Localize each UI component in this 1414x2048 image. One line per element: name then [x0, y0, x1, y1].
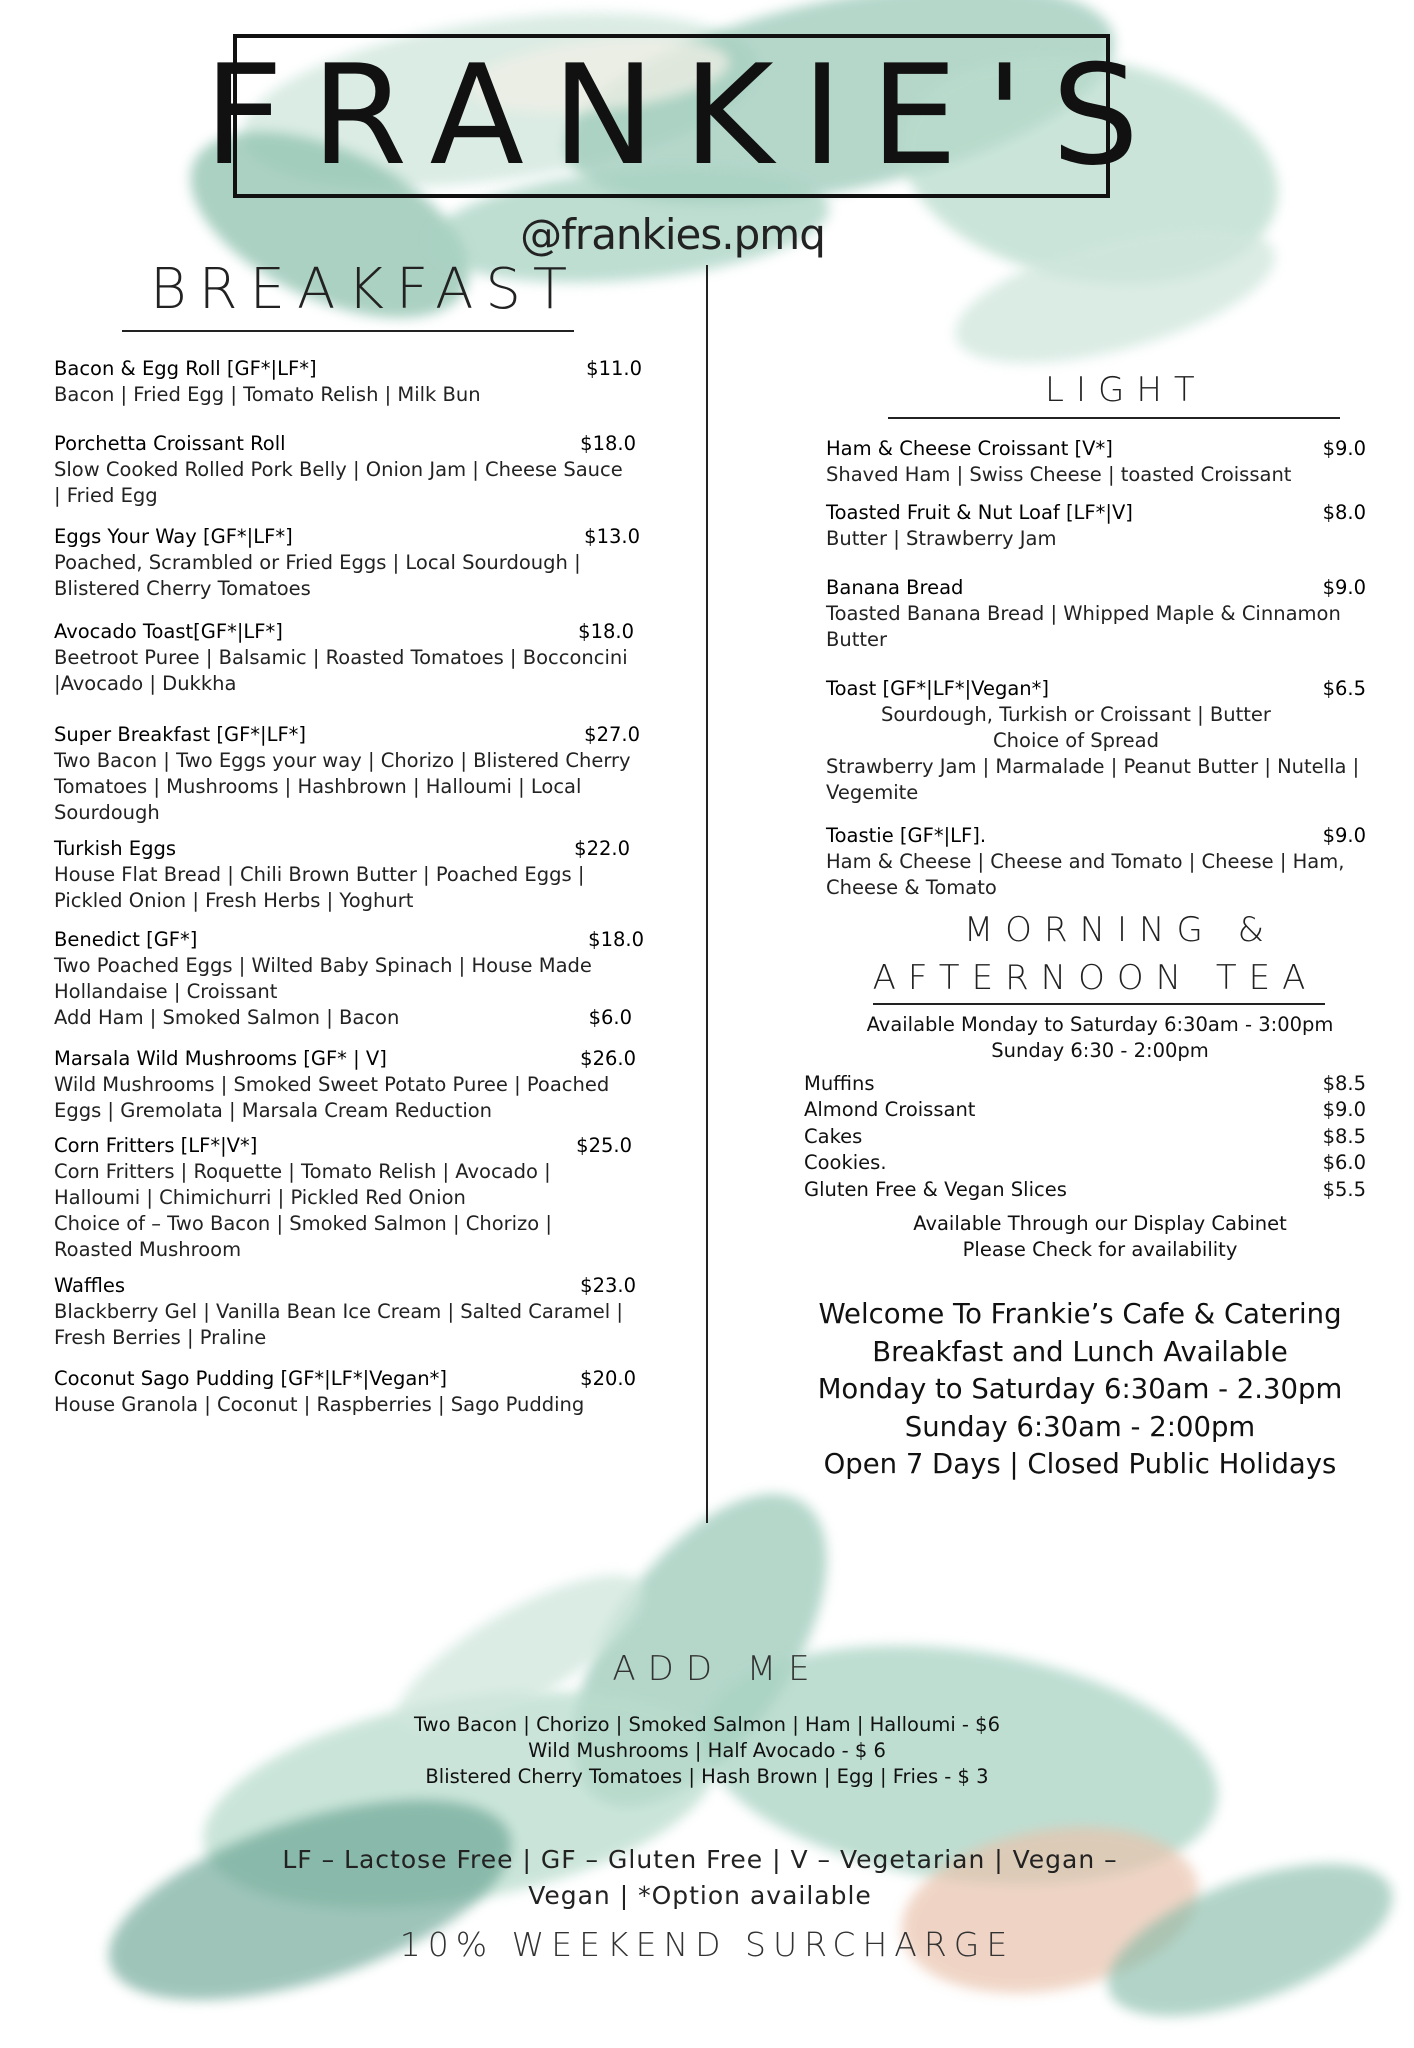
- menu-item-price: $11.0: [586, 357, 642, 380]
- menu-item-description: House Flat Bread | Chili Brown Butter | Poached Eggs |: [54, 863, 585, 886]
- menu-item: [826, 676, 1366, 806]
- tea-title-line1: MORNING &: [963, 910, 1277, 950]
- menu-item-description: Ham & Cheese | Cheese and Tomato | Cheese | Ham,: [826, 850, 1345, 873]
- tea-item-price: $5.5: [1322, 1177, 1366, 1201]
- legend-line: LF – Lactose Free | GF – Gluten Free | V – Vegetarian | Vegan –: [282, 1845, 1118, 1874]
- breakfast-rule: [122, 330, 574, 332]
- menu-item-header: [54, 1046, 644, 1072]
- menu-item-header: [826, 676, 1366, 702]
- legend-line: Vegan | *Option available: [528, 1881, 872, 1910]
- menu-item-price: $18.0: [588, 928, 644, 951]
- menu-item-description: Roasted Mushroom: [54, 1238, 242, 1261]
- menu-item-price: $20.0: [580, 1367, 636, 1390]
- addme-title: ADD ME: [612, 1649, 822, 1689]
- addme-list: [0, 1712, 1414, 1790]
- menu-item-description: Two Poached Eggs | Wilted Baby Spinach | House Made: [54, 954, 592, 977]
- menu-item-header: [54, 356, 644, 382]
- menu-item-price: $18.0: [578, 620, 634, 643]
- welcome-line: Breakfast and Lunch Available: [872, 1335, 1288, 1368]
- menu-item-description: Eggs | Gremolata | Marsala Cream Reduction: [54, 1099, 493, 1122]
- menu-item-description: Pickled Onion | Fresh Herbs | Yoghurt: [54, 889, 414, 912]
- menu-item-description: Vegemite: [826, 781, 919, 804]
- tea-item-price: $8.5: [1322, 1124, 1366, 1148]
- menu-item-price: $9.0: [1322, 576, 1366, 599]
- menu-item-price: $6.5: [1322, 677, 1366, 700]
- menu-item-header: [826, 436, 1366, 462]
- addme-line: Blistered Cherry Tomatoes | Hash Brown | Egg | Fries - $ 3: [425, 1765, 989, 1788]
- menu-item-description: Halloumi | Chimichurri | Pickled Red Onion: [54, 1186, 466, 1209]
- welcome-line: Open 7 Days | Closed Public Holidays: [823, 1448, 1337, 1480]
- light-title: LIGHT: [1045, 370, 1207, 410]
- menu-item-name: Waffles: [54, 1274, 125, 1297]
- menu-item-price: $23.0: [580, 1274, 636, 1297]
- menu-item-header: [54, 836, 644, 862]
- menu-item-description: Blackberry Gel | Vanilla Bean Ice Cream | Salted Caramel |: [54, 1300, 623, 1323]
- menu-item-price: $22.0: [574, 837, 630, 860]
- menu-item-name: Coconut Sago Pudding [GF*|LF*|Vegan*]: [54, 1367, 447, 1390]
- tea-item-price: $6.0: [1322, 1151, 1366, 1175]
- menu-item-name: Corn Fritters [LF*|V*]: [54, 1134, 258, 1157]
- menu-item-price: $27.0: [584, 723, 640, 746]
- menu-item: [54, 722, 644, 826]
- addon-name: Add Ham | Smoked Salmon | Bacon: [54, 1006, 400, 1029]
- menu-item-description: Blistered Cherry Tomatoes: [54, 577, 311, 600]
- column-divider: [706, 265, 708, 1523]
- tea-item-name: Almond Croissant: [804, 1098, 976, 1122]
- menu-item: [54, 927, 644, 1031]
- breakfast-title: BREAKFAST: [150, 257, 580, 322]
- menu-item-header: [54, 927, 644, 953]
- menu-item-header: [54, 1133, 644, 1159]
- menu-item-description: Shaved Ham | Swiss Cheese | toasted Croissant: [826, 463, 1292, 486]
- menu-item-description: Sourdough, Turkish or Croissant | Butter: [881, 703, 1271, 726]
- tea-item: [804, 1124, 1366, 1150]
- menu-item-description: Sourdough: [54, 801, 160, 824]
- tea-note: [820, 1211, 1380, 1263]
- tea-hours-line: Available Monday to Saturday 6:30am - 3:00pm: [866, 1013, 1334, 1036]
- menu-item-name: Bacon & Egg Roll [GF*|LF*]: [54, 357, 317, 380]
- tea-item: [804, 1150, 1366, 1176]
- tea-rule: [873, 1003, 1325, 1005]
- menu-item-header: [826, 500, 1366, 526]
- tea-item-price: $9.0: [1322, 1098, 1366, 1122]
- menu-item-name: Toasted Fruit & Nut Loaf [LF*|V]: [826, 501, 1133, 524]
- menu-item: [826, 823, 1366, 901]
- menu-item-price: $9.0: [1322, 437, 1366, 460]
- tea-item-name: Cakes: [804, 1124, 863, 1148]
- tea-item-name: Cookies.: [804, 1151, 887, 1175]
- menu-item-description: House Granola | Coconut | Raspberries | Sago Pudding: [54, 1393, 585, 1416]
- tea-item: [804, 1071, 1366, 1097]
- menu-item-price: $9.0: [1322, 824, 1366, 847]
- tea-item: [804, 1177, 1366, 1203]
- menu-item-name: Ham & Cheese Croissant [V*]: [826, 437, 1113, 460]
- menu-item: [54, 619, 644, 697]
- menu-item-price: $26.0: [580, 1047, 636, 1070]
- menu-item-description: Choice of – Two Bacon | Smoked Salmon | Chorizo |: [54, 1212, 552, 1235]
- menu-item-addon: [54, 1005, 644, 1031]
- menu-item-description: Butter: [826, 628, 888, 651]
- tea-hours-line: Sunday 6:30 - 2:00pm: [991, 1039, 1209, 1062]
- menu-item-description: Bacon | Fried Egg | Tomato Relish | Milk Bun: [54, 383, 481, 406]
- menu-item: [826, 575, 1366, 653]
- menu-item-description: Corn Fritters | Roquette | Tomato Relish | Avocado |: [54, 1160, 551, 1183]
- menu-item-name: Porchetta Croissant Roll: [54, 432, 286, 455]
- menu-item-header: [54, 1366, 644, 1392]
- menu-item: [54, 356, 644, 408]
- tea-item-name: Gluten Free & Vegan Slices: [804, 1177, 1067, 1201]
- menu-item-name: Avocado Toast[GF*|LF*]: [54, 620, 283, 643]
- menu-item-description: Strawberry Jam | Marmalade | Peanut Butter | Nutella |: [826, 755, 1360, 778]
- welcome-line: Sunday 6:30am - 2:00pm: [904, 1410, 1256, 1443]
- menu-item: [826, 500, 1366, 552]
- menu-item-header: [826, 575, 1366, 601]
- menu-item-price: $8.0: [1322, 501, 1366, 524]
- welcome-block: [800, 1296, 1360, 1484]
- tea-item-name: Muffins: [804, 1072, 875, 1095]
- menu-item-description: |Avocado | Dukkha: [54, 672, 237, 695]
- menu-item-description: Fresh Berries | Praline: [54, 1326, 267, 1349]
- menu-item-description: Tomatoes | Mushrooms | Hashbrown | Halloumi | Local: [54, 775, 582, 798]
- menu-item-header: [54, 1273, 644, 1299]
- menu-item-description: Cheese & Tomato: [826, 876, 997, 899]
- menu-item: [54, 524, 644, 602]
- addme-line: Wild Mushrooms | Half Avocado - $ 6: [528, 1739, 886, 1762]
- menu-item: [826, 436, 1366, 488]
- tea-item-price: $8.5: [1322, 1072, 1366, 1095]
- dietary-legend: [260, 1842, 1140, 1914]
- menu-item-name: Super Breakfast [GF*|LF*]: [54, 723, 307, 746]
- menu-item: [54, 1133, 644, 1263]
- menu-item: [54, 1046, 644, 1124]
- menu-item: [54, 431, 644, 509]
- menu-item-header: [54, 524, 644, 550]
- tea-note-line: Available Through our Display Cabinet: [913, 1212, 1287, 1235]
- welcome-line: Monday to Saturday 6:30am - 2.30pm: [817, 1373, 1343, 1405]
- addme-line: Two Bacon | Chorizo | Smoked Salmon | Ham | Halloumi - $6: [414, 1713, 1000, 1736]
- menu-item-name: Eggs Your Way [GF*|LF*]: [54, 525, 293, 548]
- menu-item-header: [54, 619, 644, 645]
- menu-item-name: Turkish Eggs: [54, 837, 176, 860]
- logo-box: [203, 34, 1168, 198]
- menu-item-name: Marsala Wild Mushrooms [GF* | V]: [54, 1047, 387, 1070]
- menu-item-description: Beetroot Puree | Balsamic | Roasted Tomatoes | Bocconcini: [54, 646, 628, 669]
- menu-item-name: Banana Bread: [826, 576, 964, 599]
- menu-item-description: Poached, Scrambled or Fried Eggs | Local Sourdough |: [54, 551, 581, 574]
- menu-item-price: $13.0: [584, 525, 640, 548]
- menu-item-description: Hollandaise | Croissant: [54, 980, 278, 1003]
- light-rule: [888, 417, 1340, 419]
- menu-item-name: Benedict [GF*]: [54, 928, 198, 951]
- tea-items: [804, 1071, 1366, 1203]
- menu-item-description: Butter | Strawberry Jam: [826, 527, 1057, 550]
- menu-item: [54, 1366, 644, 1418]
- menu-item-header: [54, 722, 644, 748]
- weekend-surcharge: 10% WEEKEND SURCHARGE: [399, 1925, 1015, 1964]
- menu-item-description: Wild Mushrooms | Smoked Sweet Potato Puree | Poached: [54, 1073, 610, 1096]
- tea-item: [804, 1097, 1366, 1123]
- logo-text: FRANKIE'S: [203, 35, 1168, 196]
- welcome-line: Welcome To Frankie’s Cafe & Catering: [818, 1298, 1342, 1330]
- menu-item-price: $18.0: [580, 432, 636, 455]
- tea-note-line: Please Check for availability: [962, 1238, 1238, 1261]
- tea-hours: [820, 1012, 1380, 1064]
- menu-item-price: $25.0: [576, 1134, 632, 1157]
- social-handle: @frankies.pmq: [520, 210, 825, 259]
- menu-item-description: Slow Cooked Rolled Pork Belly | Onion Jam | Cheese Sauce: [54, 458, 623, 481]
- menu-item-description: Choice of Spread: [993, 729, 1159, 752]
- tea-title-line2: AFTERNOON TEA: [872, 958, 1318, 998]
- addon-price: $6.0: [588, 1006, 632, 1029]
- menu-item-header: [826, 823, 1366, 849]
- menu-item-description: Toasted Banana Bread | Whipped Maple & Cinnamon: [826, 602, 1341, 625]
- menu-item-description: | Fried Egg: [54, 484, 158, 507]
- menu-item-name: Toastie [GF*|LF].: [826, 824, 987, 847]
- menu-item: [54, 836, 644, 914]
- menu-item-name: Toast [GF*|LF*|Vegan*]: [826, 677, 1050, 700]
- menu-item-header: [54, 431, 644, 457]
- menu-item: [54, 1273, 644, 1351]
- menu-item-description: Two Bacon | Two Eggs your way | Chorizo | Blistered Cherry: [54, 749, 631, 772]
